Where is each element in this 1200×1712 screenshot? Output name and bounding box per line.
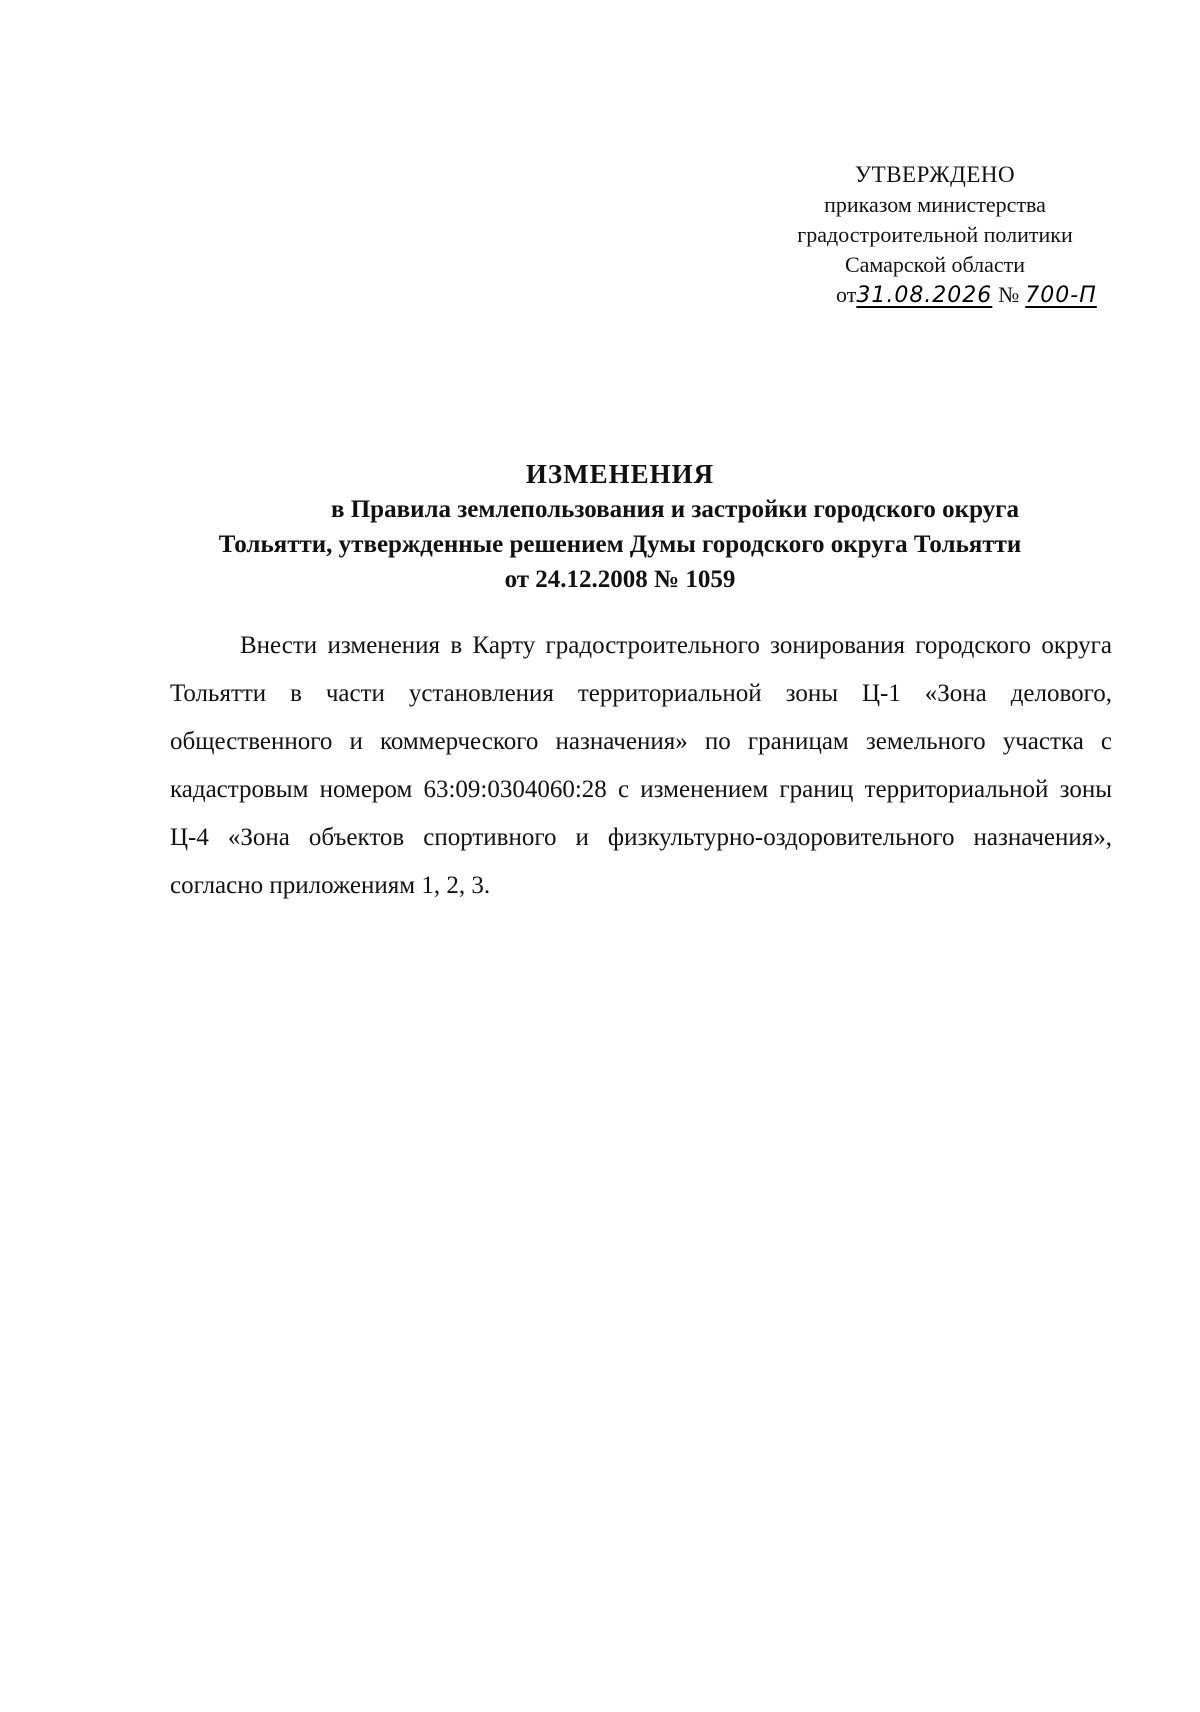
document-subtitle-line-2: Тольятти, утвержденные решением Думы городского округа Тольятти (218, 531, 1022, 558)
document-subtitle-line-3: от 24.12.2008 № 1059 (504, 566, 736, 593)
document-subtitle-line-1: в Правила землепользования и застройки городского округа (330, 496, 1020, 523)
approval-date-line (770, 280, 1100, 311)
approval-line-1: приказом министерства (824, 192, 1046, 217)
document-title-block (140, 456, 1100, 597)
document-title: ИЗМЕНЕНИЯ (525, 459, 715, 489)
handwritten-number: 700-П (1025, 283, 1097, 308)
handwritten-date: 31.08.2026 (856, 283, 993, 308)
approval-heading: УТВЕРЖДЕНО (854, 162, 1016, 187)
approval-block (770, 160, 1100, 311)
number-sign: № (998, 282, 1020, 307)
date-prefix: от (836, 282, 857, 307)
approval-line-3: Самарской области (844, 252, 1026, 277)
approval-line-2: градостроительной политики (797, 222, 1073, 247)
body-paragraph: Внести изменения в Карту градостроительного зонирования городского округа Тольятти в части установления территориальной зоны Ц-1 «Зона делового, общественного и коммерческого назначения» по границам земельного участка с кадастровым номером 63:09:0304060:28 с изменением границ территориальной зоны Ц-4 «Зона объектов спортивного и физкультурно-оздоровительного назначения», согласно приложениям 1, 2, 3. (170, 632, 1112, 899)
